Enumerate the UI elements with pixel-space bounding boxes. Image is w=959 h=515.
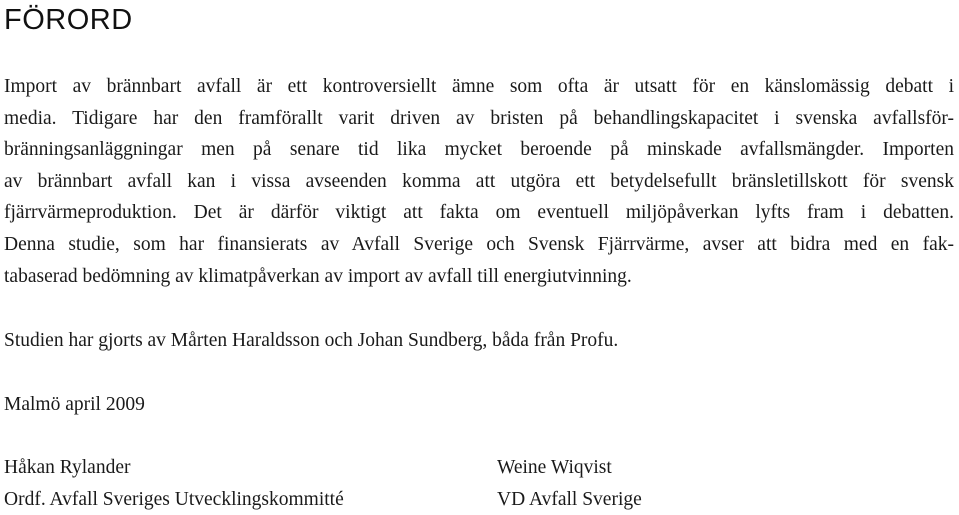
page-title: FÖRORD <box>4 4 133 36</box>
signature-block-right <box>497 452 642 515</box>
signatory-title: VD Avfall Sverige <box>497 488 642 510</box>
paragraph-line: tabaserad bedömning av klimatpåverkan av import av avfall till energiutvinning. <box>4 265 632 287</box>
place-date-text: Malmö april 2009 <box>4 394 145 415</box>
signatory-title: Ordf. Avfall Sveriges Utvecklingskommitté <box>4 488 344 510</box>
signatory-name: Håkan Rylander <box>4 457 131 478</box>
foreword-paragraph <box>4 71 954 292</box>
authors-text: Studien har gjorts av Mårten Haraldsson och Johan Sundberg, båda från Profu. <box>4 330 619 351</box>
paragraph-line: bränningsanläggningar men på senare tid lika mycket beroende på minskade avfallsmängder. Importen <box>4 139 954 161</box>
paragraph-line: fjärrvärmeproduktion. Det är därför viktigt att fakta om eventuell miljöpåverkan lyfts fram i debatten. <box>4 202 954 224</box>
signatory-name: Weine Wiqvist <box>497 457 612 478</box>
paragraph-line: av brännbart avfall kan i vissa avseenden komma att utgöra ett betydelsefullt bränsletillskott för svensk <box>4 170 954 192</box>
signature-block-left <box>4 452 344 515</box>
paragraph-line: media. Tidigare har den framförallt varit driven av bristen på behandlingskapacitet i svenska avfallsför- <box>4 107 954 129</box>
place-date <box>4 389 954 421</box>
paragraph-line: Import av brännbart avfall är ett kontroversiellt ämne som ofta är utsatt för en känslomässig debatt i <box>4 76 954 97</box>
authors-paragraph <box>4 325 954 357</box>
paragraph-line: Denna studie, som har finansierats av Avfall Sverige och Svensk Fjärrvärme, avser att bidra med en fak- <box>4 233 954 255</box>
